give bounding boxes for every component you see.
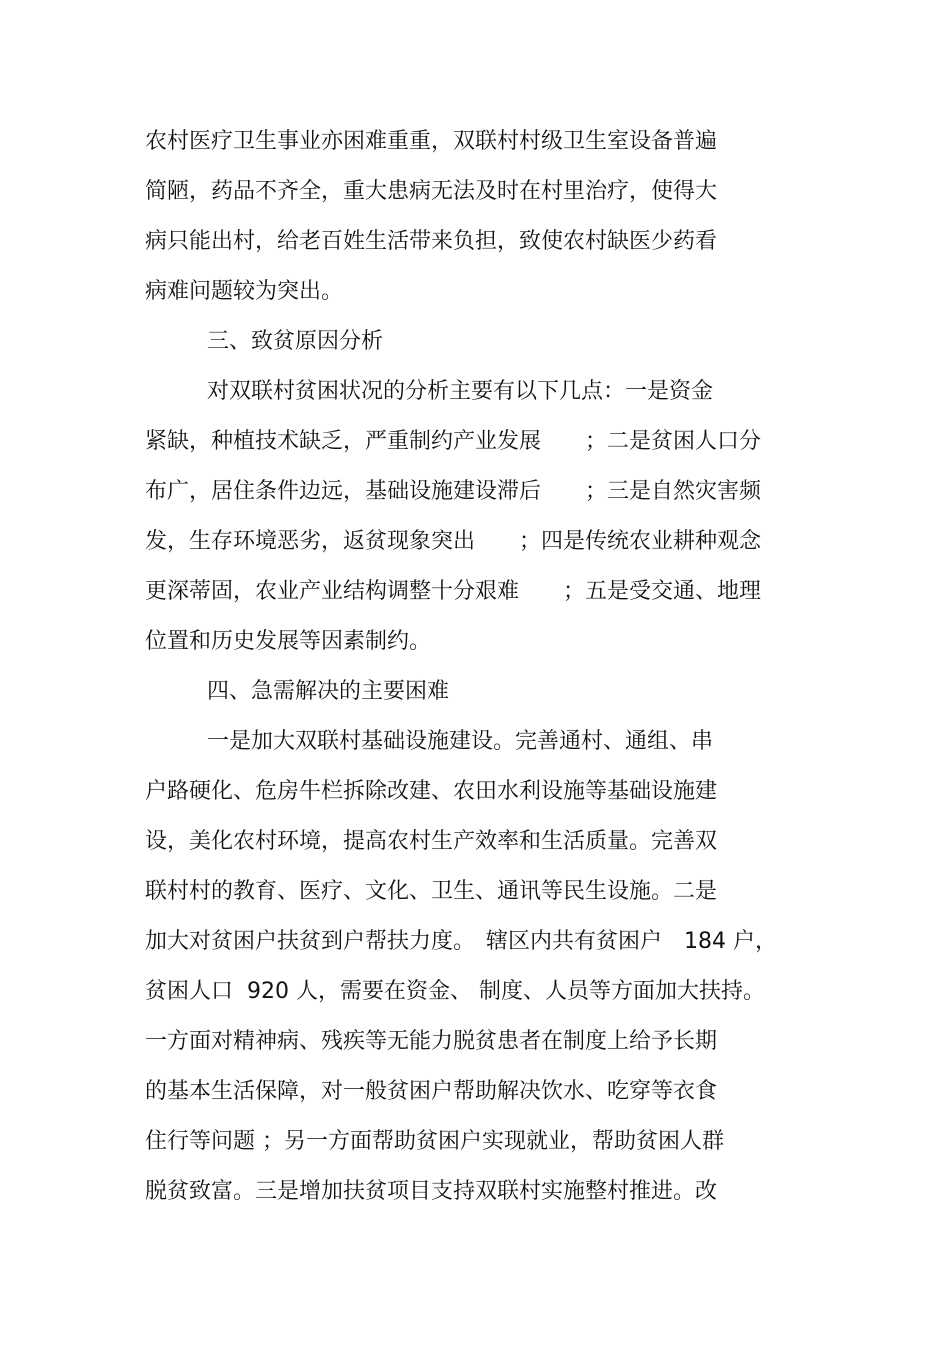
section-heading: 四、急需解决的主要困难: [207, 679, 450, 704]
paragraph-line: 农村医疗卫生事业亦困难重重，双联村村级卫生室设备普遍: [145, 129, 718, 154]
paragraph-line: 简陋，药品不齐全，重大患病无法及时在村里治疗，使得大: [145, 179, 718, 204]
paragraph-line: 病难问题较为突出。: [145, 279, 344, 304]
paragraph-line: 设，美化农村环境，提高农村生产效率和生活质量。完善双: [145, 829, 718, 854]
paragraph-line: 联村村的教育、医疗、文化、卫生、通讯等民生设施。二是: [145, 879, 718, 904]
paragraph-line: 更深蒂固，农业产业结构调整十分艰难 ；五是受交通、地理: [145, 579, 762, 604]
paragraph-line: 贫困人口 920 人，需要在资金、 制度、人员等方面加大扶持。: [145, 979, 765, 1004]
paragraph-line: 一方面对精神病、残疾等无能力脱贫患者在制度上给予长期: [145, 1029, 718, 1054]
paragraph-line: 户路硬化、危房牛栏拆除改建、农田水利设施等基础设施建: [145, 779, 718, 804]
paragraph-line: 布广，居住条件边远，基础设施建设滞后 ；三是自然灾害频: [145, 479, 762, 504]
paragraph-line: 紧缺，种植技术缺乏，严重制约产业发展 ；二是贫困人口分: [145, 429, 762, 454]
paragraph-line: 一是加大双联村基础设施建设。完善通村、通组、串: [207, 729, 714, 754]
paragraph-line: 对双联村贫困状况的分析主要有以下几点：一是资金: [207, 379, 714, 404]
paragraph-line: 住行等问题 ；另一方面帮助贫困户实现就业，帮助贫困人群: [145, 1129, 724, 1154]
paragraph-line: 位置和历史发展等因素制约。: [145, 629, 432, 654]
paragraph-line: 发，生存环境恶劣，返贫现象突出 ；四是传统农业耕种观念: [145, 529, 762, 554]
paragraph-line: 加大对贫困户扶贫到户帮扶力度。 辖区内共有贫困户 184 户，: [145, 929, 777, 954]
paragraph-line: 脱贫致富。三是增加扶贫项目支持双联村实施整村推进。改: [145, 1179, 718, 1204]
paragraph-line: 病只能出村，给老百姓生活带来负担，致使农村缺医少药看: [145, 229, 718, 254]
section-heading: 三、致贫原因分析: [207, 329, 384, 354]
paragraph-line: 的基本生活保障，对一般贫困户帮助解决饮水、吃穿等衣食: [145, 1079, 718, 1104]
